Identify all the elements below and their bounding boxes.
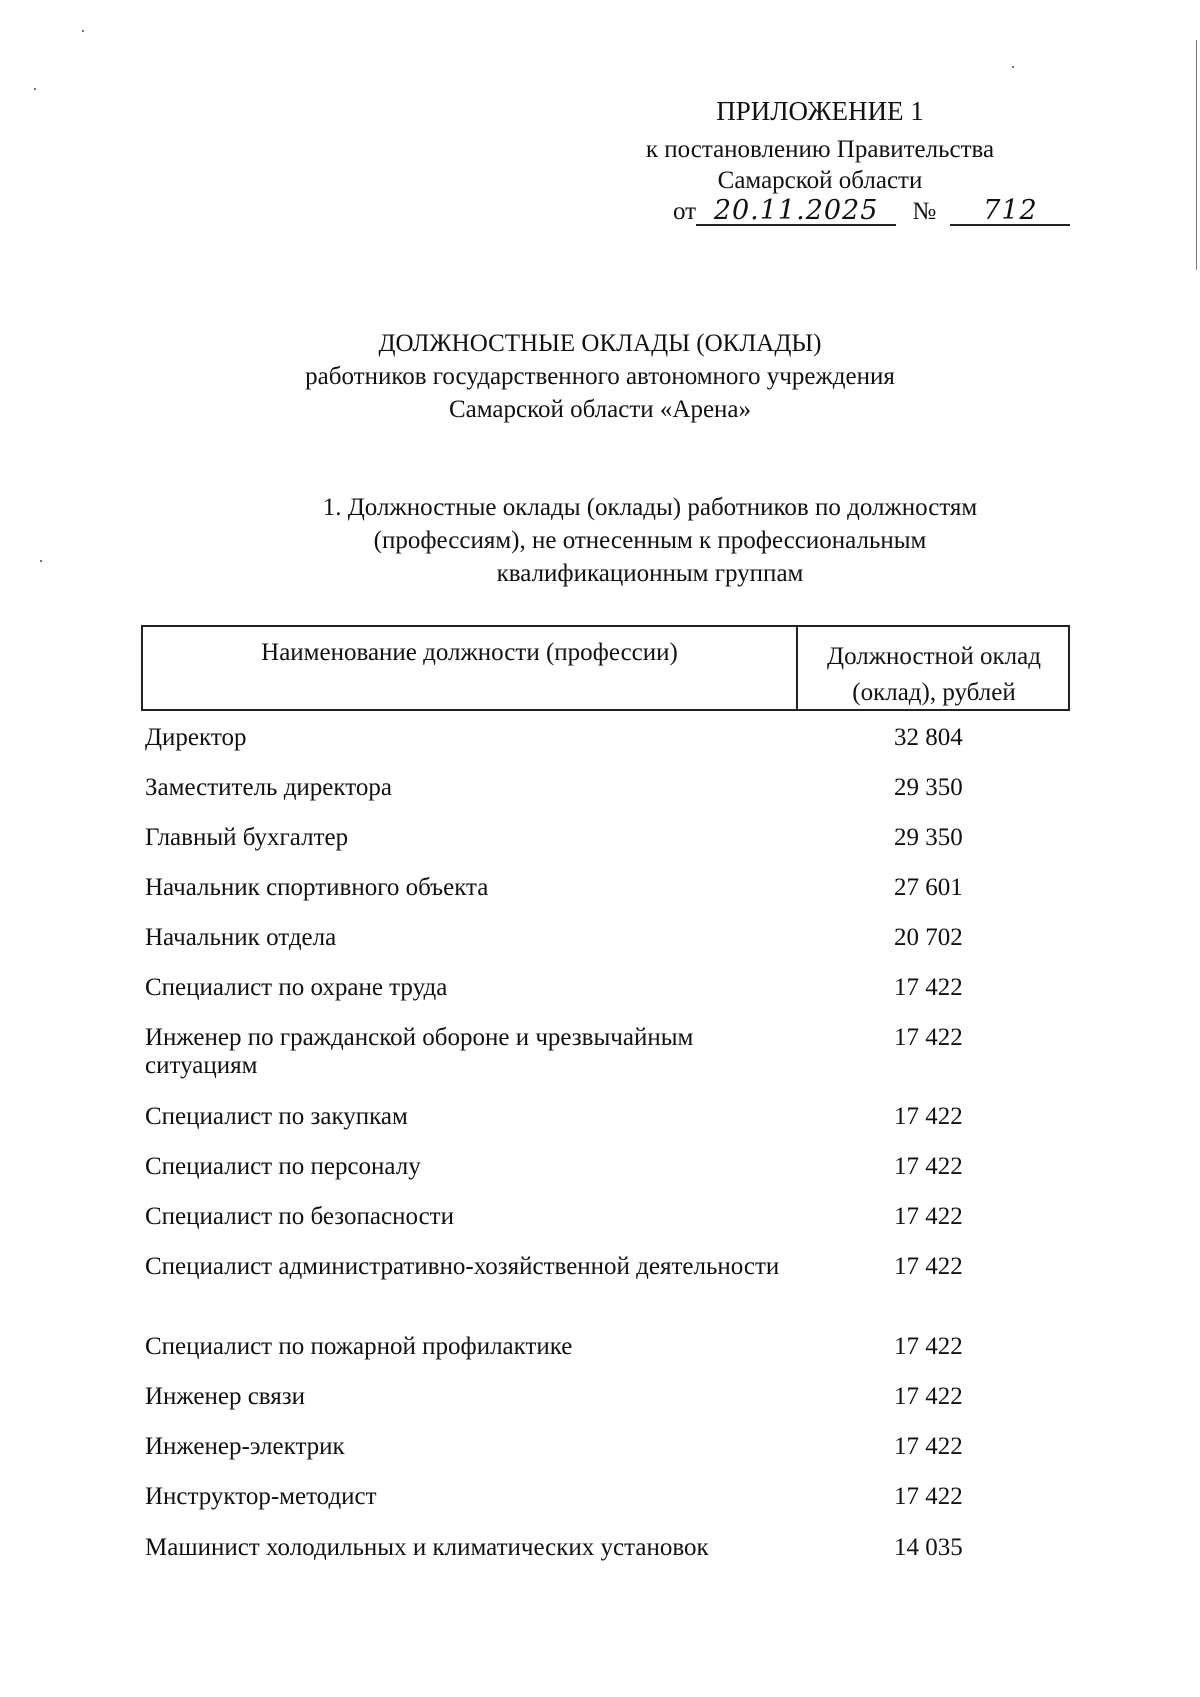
scan-speck — [40, 560, 42, 562]
table-row-value: 32 804 — [894, 724, 963, 751]
table-row-name: Специалист по персоналу — [145, 1153, 421, 1180]
table-row-value: 17 422 — [894, 1383, 963, 1410]
scan-speck — [1012, 66, 1014, 68]
appendix-heading: ПРИЛОЖЕНИЕ 1 — [716, 96, 924, 126]
table-row-name: Начальник отдела — [145, 924, 337, 951]
table-row-name: Заместитель директора — [145, 774, 392, 801]
column-header-salary-line1: Должностной оклад — [827, 643, 1041, 670]
scan-edge-line — [1196, 40, 1197, 270]
table-row-value: 17 422 — [894, 1253, 963, 1280]
table-row-name: Инструктор-методист — [145, 1483, 377, 1510]
scan-speck — [82, 30, 84, 32]
column-header-salary — [800, 627, 1068, 709]
table-row-value: 17 422 — [894, 1433, 963, 1460]
scan-speck — [34, 88, 36, 90]
table-row-name: Директор — [145, 724, 247, 751]
column-header-position: Наименование должности (профессии) — [143, 627, 798, 709]
table-row-value: 17 422 — [894, 1024, 963, 1051]
table-row-value: 29 350 — [894, 824, 963, 851]
table-row-value: 17 422 — [894, 974, 963, 1001]
doc-title: ДОЛЖНОСТНЫЕ ОКЛАДЫ (ОКЛАДЫ) — [378, 330, 822, 357]
section-heading-2: (профессиям), не отнесенным к профессиональным — [373, 527, 927, 554]
table-row-name: Специалист по охране труда — [145, 974, 448, 1001]
table-row-value: 14 035 — [894, 1534, 963, 1561]
table-row-name: Специалист по пожарной профилактике — [145, 1333, 573, 1360]
table-row-value: 17 422 — [894, 1483, 963, 1510]
date-number-line — [673, 195, 1070, 226]
handwritten-number: 712 — [950, 198, 1070, 226]
table-row-name: Инженер связи — [145, 1383, 306, 1410]
table-row-name: Главный бухгалтер — [145, 824, 349, 851]
table-row-name: Инженер по гражданской обороне и чрезвычайным ситуациям — [145, 1024, 694, 1079]
table-header — [141, 625, 1070, 711]
table-row-value: 27 601 — [894, 874, 963, 901]
table-row-value: 17 422 — [894, 1153, 963, 1180]
date-prefix: от — [673, 198, 697, 225]
number-label: № — [912, 198, 937, 225]
table-row-value: 20 702 — [894, 924, 963, 951]
table-row-value: 17 422 — [894, 1103, 963, 1130]
doc-subtitle-1: работников государственного автономного учреждения — [305, 363, 895, 390]
table-row-name: Инженер-электрик — [145, 1433, 345, 1460]
doc-subtitle-2: Самарской области «Арена» — [448, 396, 752, 423]
table-row-name: Специалист административно-хозяйственной деятельности — [145, 1253, 780, 1280]
region-line: Самарской области — [717, 167, 923, 194]
table-row-name: Начальник спортивного объекта — [145, 874, 489, 901]
section-heading-1: 1. Должностные оклады (оклады) работников по должностям — [322, 494, 978, 521]
table-row-name: Машинист холодильных и климатических установок — [145, 1534, 709, 1561]
table-row-name: Специалист по безопасности — [145, 1203, 454, 1230]
table-row-name: Специалист по закупкам — [145, 1103, 408, 1130]
section-heading-3: квалификационным группам — [496, 560, 804, 587]
table-row-value: 17 422 — [894, 1333, 963, 1360]
resolution-line: к постановлению Правительства — [645, 136, 995, 163]
table-row-value: 29 350 — [894, 774, 963, 801]
handwritten-date: 20.11.2025 — [696, 198, 896, 226]
table-row-value: 17 422 — [894, 1203, 963, 1230]
column-header-salary-line2: (оклад), рублей — [852, 679, 1016, 706]
